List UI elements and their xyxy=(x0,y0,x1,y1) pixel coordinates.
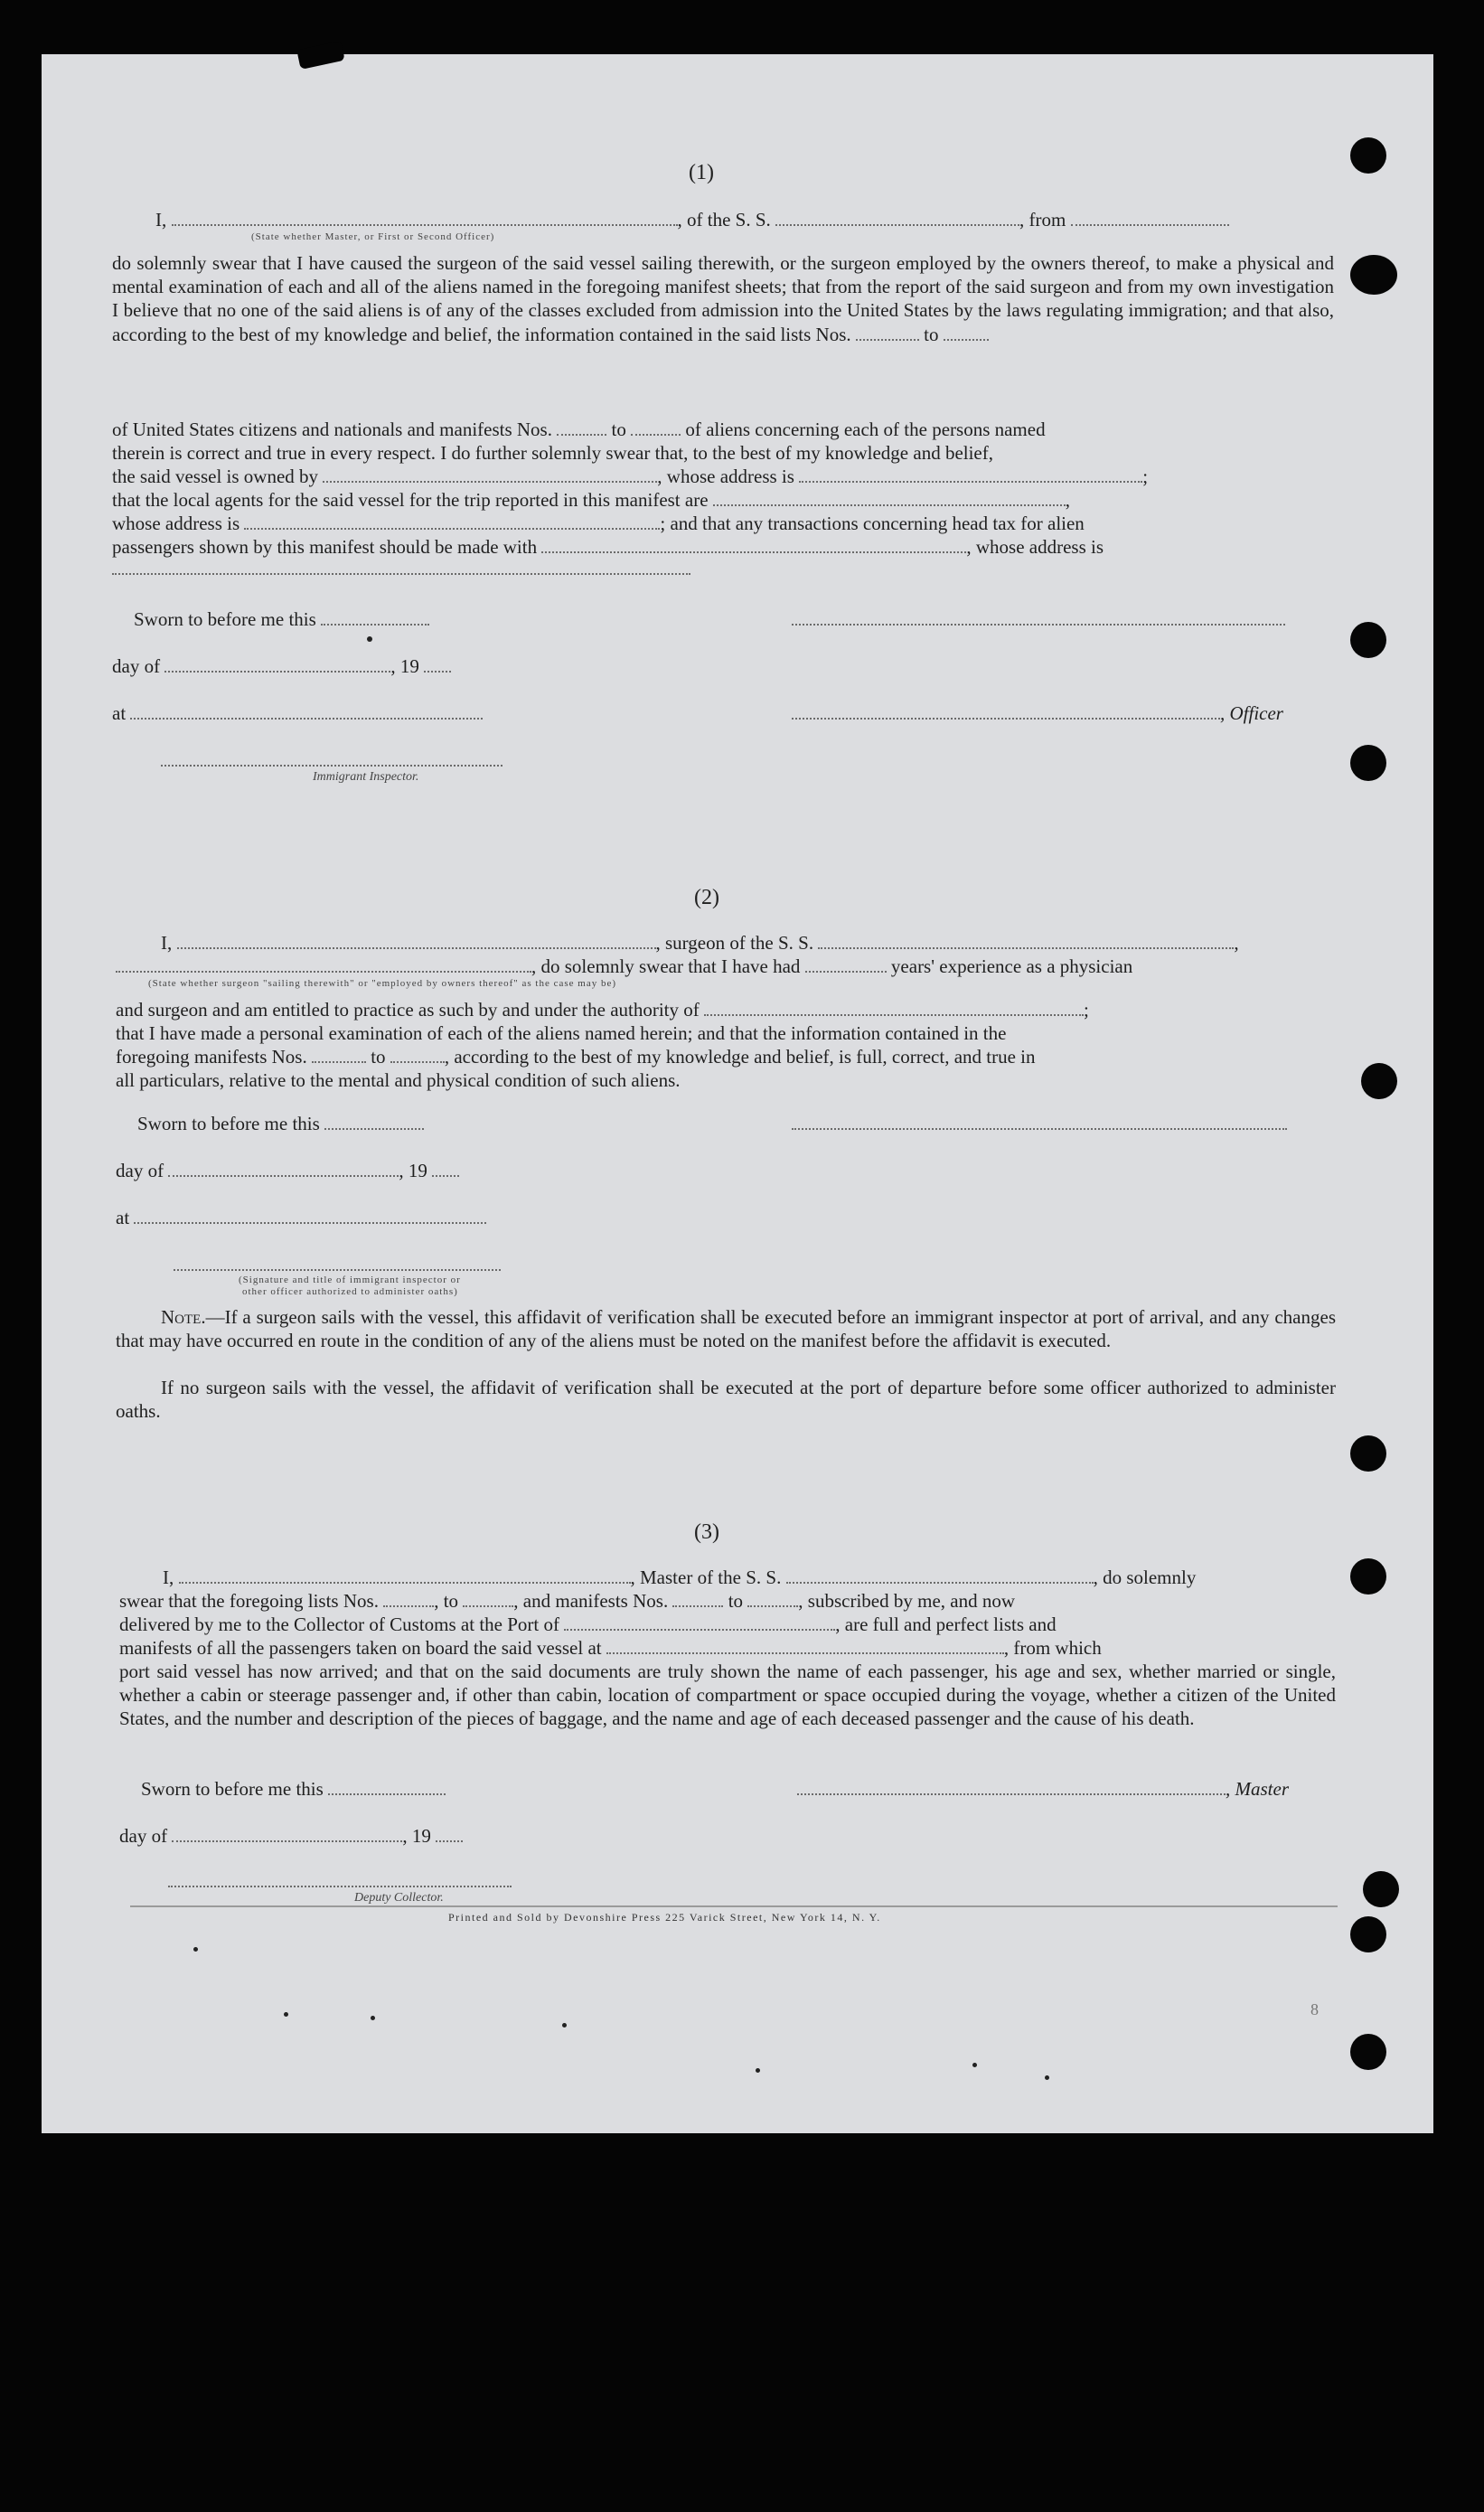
s1-year-label: , 19 xyxy=(390,655,419,677)
s3-subscribed-label: , subscribed by me, and now xyxy=(798,1590,1016,1612)
form-sheet xyxy=(42,54,1433,2133)
page-mark: 8 xyxy=(1310,2000,1319,2018)
s3-lists-to-field[interactable] xyxy=(463,1593,513,1607)
s3-master-signature-field[interactable] xyxy=(797,1781,1226,1795)
s2-particulars-line: all particulars, relative to the mental and physical condition of such aliens. xyxy=(116,1069,681,1091)
s2-ship-field[interactable] xyxy=(818,935,1234,949)
s1-citizens-text: of United States citizens and nationals and manifests Nos. xyxy=(112,419,552,440)
s1-head-tax-line xyxy=(112,512,1085,535)
punch-hole xyxy=(1350,1916,1386,1952)
s1-head-tax-agent-field[interactable] xyxy=(541,539,966,553)
punch-hole xyxy=(1350,1558,1386,1595)
s2-year-field[interactable] xyxy=(432,1162,459,1177)
s1-agents-line: that the local agents for the said vessel for the trip reported in this manifest are , xyxy=(112,489,1071,511)
s2-surgeon-of-label: , surgeon of the S. S. xyxy=(655,932,814,954)
s1-name-field[interactable] xyxy=(172,212,678,226)
s1-officer-label: , Officer xyxy=(1220,702,1283,724)
s1-from-label: , from xyxy=(1019,209,1066,231)
s2-officer-signature-line[interactable] xyxy=(174,1269,501,1271)
s3-manifest-to-field[interactable] xyxy=(747,1593,798,1607)
s3-body: port said vessel has now arrived; and that on the said documents are truly shown the name of each passenger, his age and sex, whether married or single, whether a cabin or steerage passenger and, if other than cabin, location of compartment or space occupied during the voyage, whether a citizen of the United States, and the number and description of the pieces of baggage, and the name and age of each deceased passenger and the cause of his death. xyxy=(119,1661,1336,1730)
s2-to-label: to xyxy=(371,1046,386,1068)
s3-deputy-signature-line[interactable] xyxy=(168,1886,512,1887)
s1-ship-label: , of the S. S. xyxy=(677,209,771,231)
s2-note-label: Note. xyxy=(161,1306,206,1328)
s3-lists-line xyxy=(119,1589,1015,1613)
s3-delivered-label: delivered by me to the Collector of Customs at the Port of xyxy=(119,1614,559,1635)
s3-sworn-line xyxy=(141,1777,446,1801)
s2-line1: I, , surgeon of the S. S. , xyxy=(161,932,1239,954)
scan-speck xyxy=(284,2012,288,2017)
s1-at-line xyxy=(112,701,483,725)
s3-port-field[interactable] xyxy=(564,1616,835,1631)
section-2-number: (2) xyxy=(694,886,719,909)
s3-to2-label: to xyxy=(728,1590,744,1612)
s3-manifests-all-line xyxy=(119,1636,1102,1660)
s3-year-label: , 19 xyxy=(402,1825,431,1847)
s2-line2 xyxy=(116,955,1132,978)
s1-inspector-signature-line[interactable] xyxy=(161,765,502,767)
s1-address-continuation-field[interactable] xyxy=(112,573,690,575)
s1-officer-field[interactable] xyxy=(792,705,1220,720)
s2-capacity-note: (State whether surgeon "sailing therewith" or "employed by owners thereof" as the case may be) xyxy=(148,978,617,989)
s2-note-text: —If a surgeon sails with the vessel, this affidavit of verification shall be executed before an immigrant inspector at port of arrival, and any changes that may have occurred en route in the condition of any of the aliens must be noted on the manifest before the affidavit is executed. xyxy=(116,1306,1336,1352)
s2-year-label: , 19 xyxy=(399,1160,427,1181)
s2-practice-line: and surgeon and am entitled to practice as such by and under the authority of ; xyxy=(116,999,1089,1021)
s1-officer-line xyxy=(792,701,1283,725)
imprint-rule xyxy=(130,1905,1338,1907)
s1-from-field[interactable] xyxy=(1071,212,1229,226)
s1-body xyxy=(112,251,1334,346)
s2-sworn-date-field[interactable] xyxy=(324,1115,424,1130)
s1-lists-to-field[interactable] xyxy=(944,326,989,341)
s3-from-which-label: , from which xyxy=(1003,1637,1102,1659)
s2-signature-line[interactable] xyxy=(792,1128,1287,1130)
s1-local-agents-label: that the local agents for the said vessel for the trip reported in this manifest are xyxy=(112,489,709,511)
s1-sworn-label: Sworn to before me this xyxy=(134,608,316,630)
s2-day-line xyxy=(116,1159,459,1182)
s1-whose-address-label: , whose address is xyxy=(657,466,794,487)
s1-day-field[interactable] xyxy=(164,658,390,673)
s1-whose-address3-label: , whose address is xyxy=(966,536,1104,558)
section-3-number: (3) xyxy=(694,1520,719,1544)
punch-hole xyxy=(1363,1871,1399,1907)
s1-whose-address2-label: whose address is xyxy=(112,513,240,534)
s3-deputy-caption: Deputy Collector. xyxy=(354,1891,444,1905)
s1-sworn-date-field[interactable] xyxy=(321,611,429,626)
s3-name-field[interactable] xyxy=(179,1569,631,1584)
s2-sworn-line xyxy=(137,1112,424,1135)
s1-citizens-to: to xyxy=(611,419,626,440)
s1-day-line xyxy=(112,654,451,678)
scan-speck xyxy=(756,2068,760,2073)
s1-lists-from-field[interactable] xyxy=(856,326,919,341)
s3-departure-port-field[interactable] xyxy=(606,1640,1004,1654)
s3-to1-label: , to xyxy=(434,1590,459,1612)
s1-passengers-line xyxy=(112,535,1104,559)
scan-speck xyxy=(367,636,372,642)
s3-master-label: , Master xyxy=(1226,1778,1289,1800)
punch-hole xyxy=(1350,1435,1386,1472)
s1-agents-field[interactable] xyxy=(713,492,1066,506)
s2-foregoing-line xyxy=(116,1045,1036,1068)
s1-rank-note: (State whether Master, or First or Second Officer) xyxy=(251,231,495,242)
s3-lists-from-field[interactable] xyxy=(383,1593,434,1607)
punch-hole xyxy=(1350,622,1386,658)
s3-i-label: I, xyxy=(163,1566,174,1588)
scan-speck xyxy=(972,2063,977,2067)
scan-speck xyxy=(193,1947,198,1952)
s3-master-line xyxy=(797,1777,1289,1801)
s1-citizens-end: of aliens concerning each of the persons named xyxy=(685,419,1046,440)
s1-ship-field[interactable] xyxy=(775,212,1019,226)
s2-note-paragraph-2: If no surgeon sails with the vessel, the affidavit of verification shall be executed at the port of departure before some officer authorized to administer oaths. xyxy=(116,1377,1336,1423)
s2-years-field[interactable] xyxy=(805,958,887,973)
s2-name-field[interactable] xyxy=(177,935,656,949)
s2-years-label: years' experience as a physician xyxy=(890,955,1133,977)
s1-citizens-line xyxy=(112,418,1046,441)
s2-note-paragraph xyxy=(116,1305,1336,1352)
printer-imprint: Printed and Sold by Devonshire Press 225 Varick Street, New York 14, N. Y. xyxy=(448,1911,881,1924)
s1-line1 xyxy=(155,208,1229,231)
s3-do-solemnly-label: , do solemnly xyxy=(1093,1566,1197,1588)
s1-at-field[interactable] xyxy=(130,705,483,720)
s2-practice-text: and surgeon and am entitled to practice as such by and under the authority of xyxy=(116,999,700,1021)
s3-swear-lists-label: swear that the foregoing lists Nos. xyxy=(119,1590,379,1612)
s2-at-line xyxy=(116,1206,486,1229)
s2-day-field[interactable] xyxy=(168,1162,399,1177)
s2-capacity-field[interactable] xyxy=(116,958,531,973)
s1-body-text: do solemnly swear that I have caused the surgeon of the said vessel sailing therewith, or the surgeon employed by the owners thereof, to make a physical and mental examination of each and all of the aliens named in the foregoing manifest sheets; that from the report of the said surgeon and from my own investigation I believe that no one of the said aliens is of any of the classes excluded from admission into the United States by the laws regulating immigration; and that also, according to the best of my knowledge and belief, the information contained in the said lists Nos. xyxy=(112,252,1334,345)
s1-owner-line: the said vessel is owned by , whose address is ; xyxy=(112,466,1149,487)
s1-manifest-to-field[interactable] xyxy=(631,421,681,436)
s1-sworn-line xyxy=(134,607,429,631)
s1-head-tax-text: ; and that any transactions concerning head tax for alien xyxy=(660,513,1085,534)
s1-owner-field[interactable] xyxy=(323,468,657,483)
s1-at-label: at xyxy=(112,702,127,724)
s1-passengers-text: passengers shown by this manifest should be made with xyxy=(112,536,538,558)
scan-speck xyxy=(1045,2075,1049,2080)
s1-day-of-label: day of xyxy=(112,655,161,677)
s2-authority-field[interactable] xyxy=(704,1002,1084,1016)
s3-full-lists-label: , are full and perfect lists and xyxy=(835,1614,1057,1635)
s1-i-label: I, xyxy=(155,209,167,231)
s2-sworn-label: Sworn to before me this xyxy=(137,1113,320,1134)
s1-inspector-caption: Immigrant Inspector. xyxy=(313,770,419,784)
s3-and-manifests-label: , and manifests Nos. xyxy=(513,1590,669,1612)
s2-exam-line: that I have made a personal examination of each of the aliens named herein; and that the information contained in the xyxy=(116,1022,1007,1044)
s3-day-field[interactable] xyxy=(172,1828,402,1842)
scan-speck xyxy=(562,2023,567,2027)
punch-hole xyxy=(1350,137,1386,174)
s1-year-field[interactable] xyxy=(424,658,451,673)
s3-delivered-line xyxy=(119,1613,1057,1636)
s3-day-line xyxy=(119,1824,463,1848)
punch-hole xyxy=(1350,255,1397,295)
s3-line1 xyxy=(163,1566,1196,1589)
s3-sworn-date-field[interactable] xyxy=(328,1781,446,1795)
s2-at-field[interactable] xyxy=(134,1209,486,1224)
s3-master-of-label: , Master of the S. S. xyxy=(630,1566,782,1588)
s2-sig-note-1: (Signature and title of immigrant inspector or xyxy=(239,1275,461,1285)
s2-at-label: at xyxy=(116,1207,130,1228)
s2-solemnly-label: , do solemnly swear that I have had xyxy=(531,955,801,977)
punch-hole xyxy=(1361,1063,1397,1099)
s1-agents-address-field[interactable] xyxy=(244,515,660,530)
s2-foregoing-label: foregoing manifests Nos. xyxy=(116,1046,307,1068)
s1-correct-line: therein is correct and true in every respect. I do further solemnly swear that, to the best of my knowledge and belief, xyxy=(112,442,993,464)
s3-manifests-all-label: manifests of all the passengers taken on board the said vessel at xyxy=(119,1637,602,1659)
s1-signature-line[interactable] xyxy=(792,624,1285,626)
s1-body-to: to xyxy=(924,323,939,345)
s3-day-of-label: day of xyxy=(119,1825,168,1847)
s2-according-text: , according to the best of my knowledge and belief, is full, correct, and true in xyxy=(444,1046,1036,1068)
s3-sworn-label: Sworn to before me this xyxy=(141,1778,324,1800)
s3-year-field[interactable] xyxy=(436,1828,463,1842)
s3-manifest-from-field[interactable] xyxy=(672,1593,723,1607)
s2-manifest-to-field[interactable] xyxy=(390,1049,445,1063)
s2-sig-note-2: other officer authorized to administer oaths) xyxy=(242,1286,458,1297)
scan-speck xyxy=(371,2016,375,2020)
s2-i-label: I, xyxy=(161,932,173,954)
s2-manifest-from-field[interactable] xyxy=(312,1049,366,1063)
section-1-number: (1) xyxy=(689,161,714,184)
s1-manifest-from-field[interactable] xyxy=(557,421,606,436)
s1-owner-address-field[interactable] xyxy=(799,468,1142,483)
s2-day-of-label: day of xyxy=(116,1160,164,1181)
s1-owned-by-label: the said vessel is owned by xyxy=(112,466,319,487)
punch-hole xyxy=(1350,745,1386,781)
s3-ship-field[interactable] xyxy=(786,1569,1094,1584)
punch-hole xyxy=(1350,2034,1386,2070)
